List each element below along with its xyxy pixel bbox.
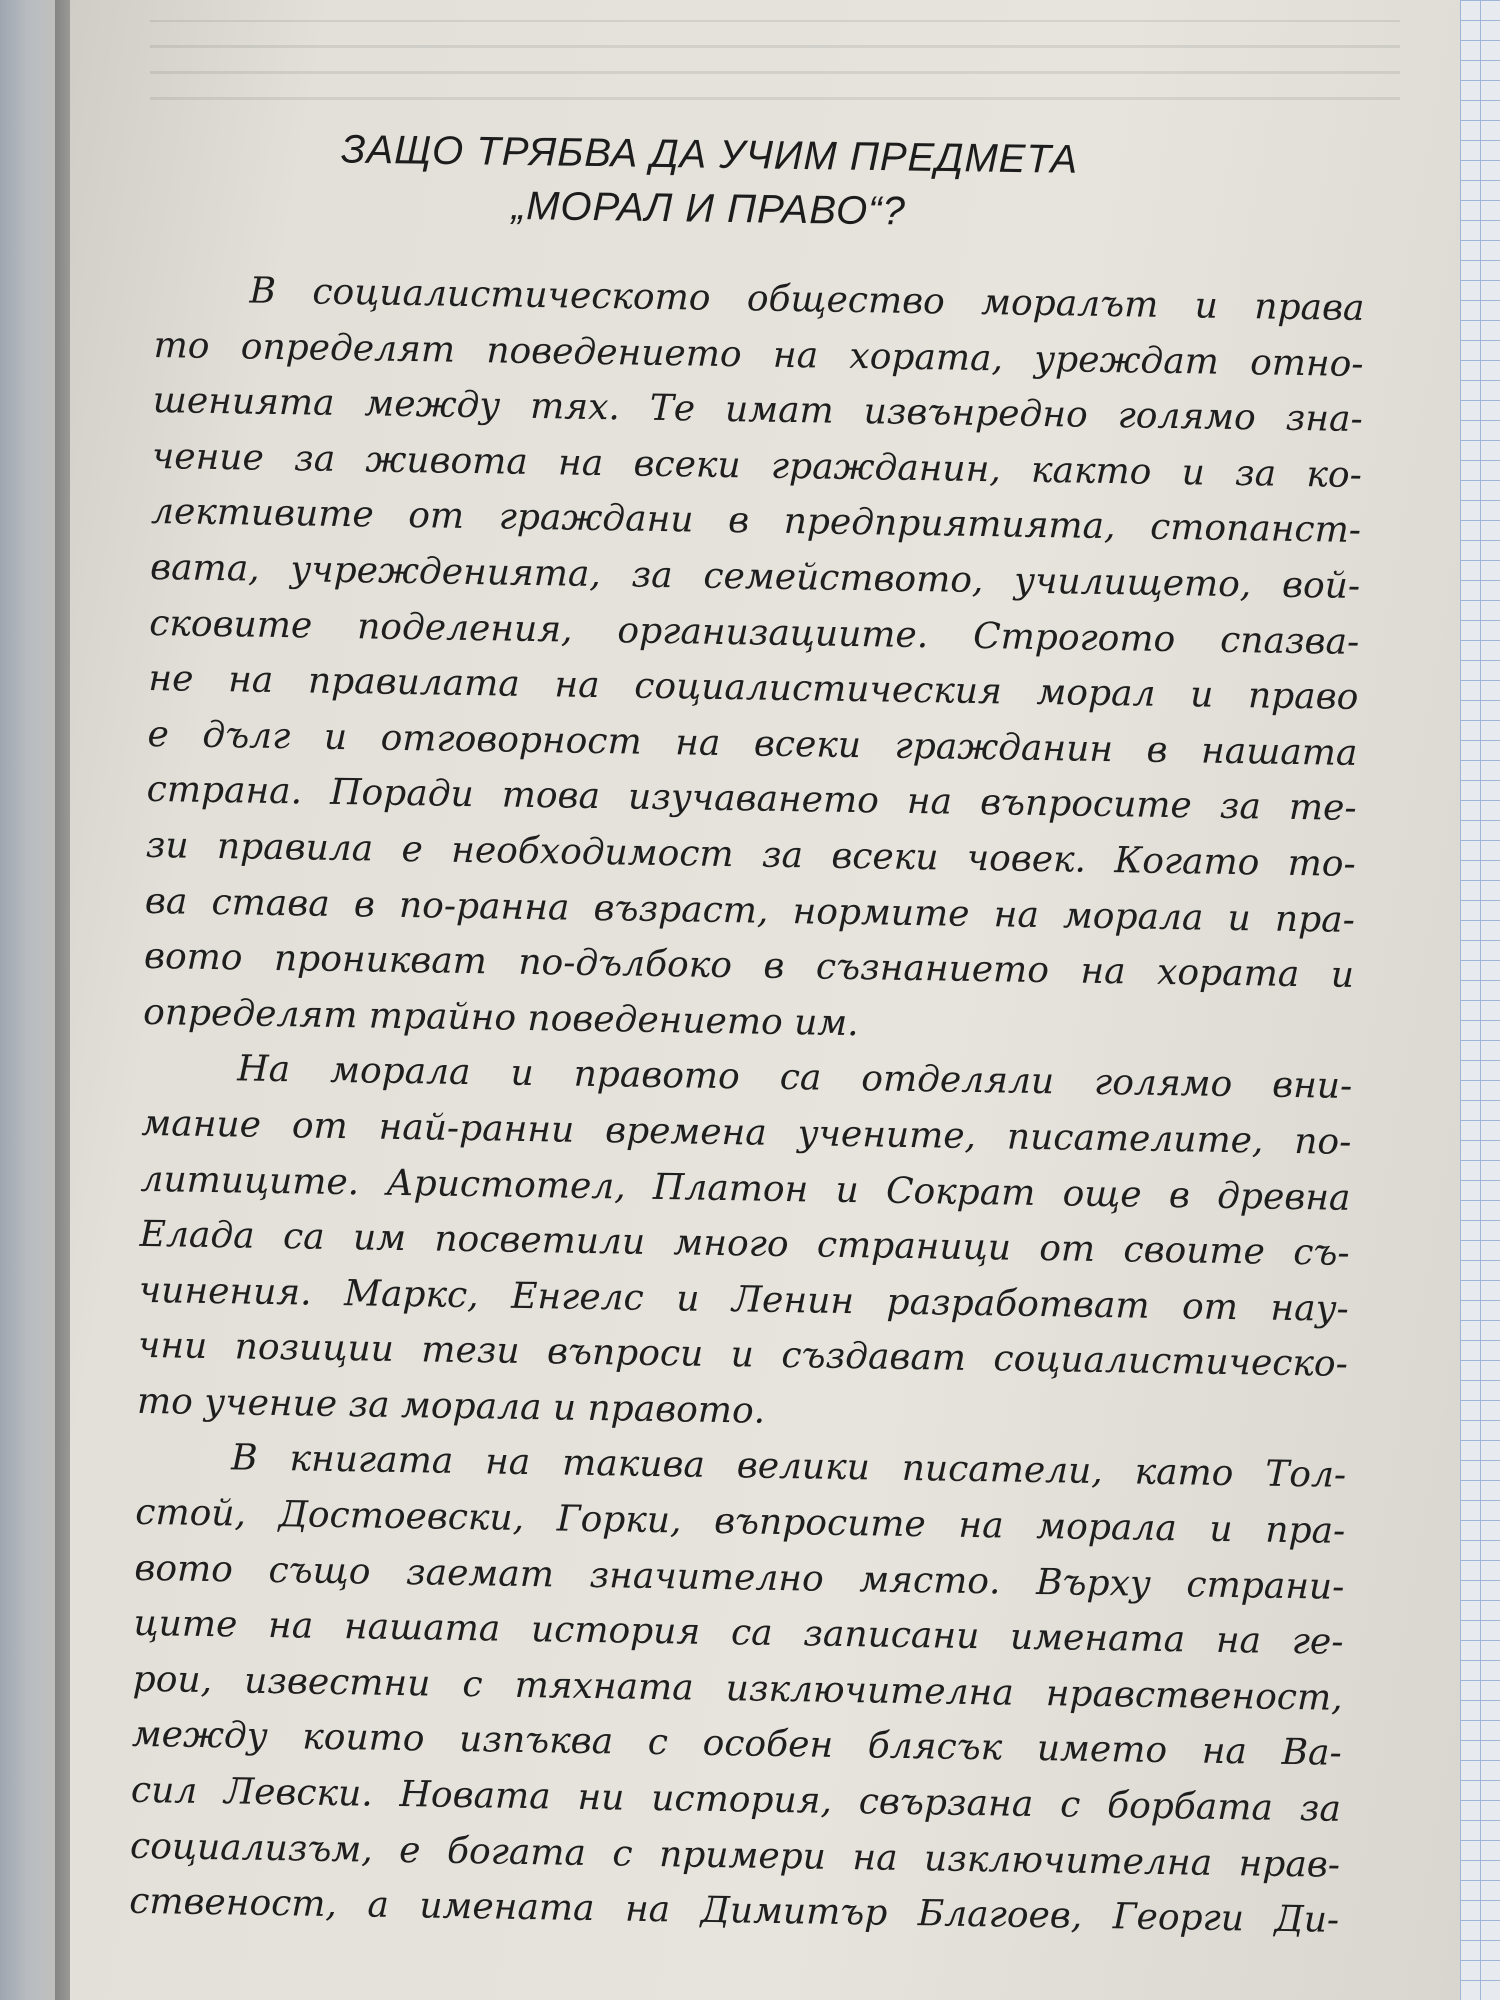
title-line-1: ЗАЩО ТРЯБВА ДА УЧИМ ПРЕДМЕТА (340, 127, 1079, 182)
paragraph-1-line-9: е дълг и отговорност на всеки гражданин в нашата (147, 713, 1358, 774)
paragraph-1-line-11: зи правила е необходимост за всеки човек. Когато то- (145, 824, 1357, 885)
paragraph-3-line-8: социализъм, е богата с примери на изключителна нрав- (129, 1825, 1341, 1886)
paragraph-1-line-8: не на правилата на социалистическия морал и право (148, 658, 1359, 719)
paragraph-3-line-5: рои, известни с тяхната изключителна нравственост, (132, 1658, 1343, 1719)
paragraph-2-line-1: На морала и правото са отделяли голямо вни- (237, 1048, 1353, 1108)
paragraph-3-line-6: между които изпъква с особен блясък името на Ва- (131, 1714, 1343, 1775)
paragraph-3-line-7: сил Левски. Новата ни история, свързана с борбата за (130, 1769, 1342, 1830)
paragraph-2-line-7: то учение за морала и правото. (136, 1380, 766, 1432)
grid-notebook-edge (1460, 0, 1500, 2000)
paragraph-3-line-2: стой, Достоевски, Горки, въпросите на морала и пра- (135, 1491, 1346, 1552)
paragraph-2-line-2: мание от най-ранни времена учените, писателите, по- (141, 1102, 1352, 1163)
title-line-2: „МОРАЛ И ПРАВО“? (511, 183, 907, 234)
paragraph-3-line-9: ственост, а имената на Димитър Благоев, Георги Ди- (128, 1881, 1340, 1942)
paragraph-1-line-14: определят трайно поведението им. (142, 991, 859, 1044)
paragraph-1-line-12: ва става в по-ранна възраст, нормите на морала и пра- (144, 880, 1356, 941)
paragraph-2-line-5: чинения. Маркс, Енгелс и Ленин разработват от нау- (138, 1269, 1350, 1330)
body-text (129, 262, 1365, 1949)
paragraph-3-line-3: вото също заемат значително място. Върху страни- (134, 1547, 1345, 1608)
paragraph-3-line-4: ците на нашата история са записани имената на ге- (133, 1603, 1344, 1664)
page-title (158, 120, 1259, 243)
paragraph-1-line-13: вото проникват по-дълбоко в съзнанието на хората и (143, 936, 1355, 997)
paragraph-2-line-4: Елада са им посветили много страници от своите съ- (139, 1213, 1350, 1274)
paragraph-2-line-6: чни позиции тези въпроси и създават социалистическо- (137, 1325, 1349, 1386)
paragraph-1-line-7: сковите поделения, организациите. Строгото спазва- (149, 602, 1360, 663)
paragraph-1-line-4: чение за живота на всеки гражданин, както и за ко- (151, 435, 1363, 496)
paragraph-1-line-5: лективите от граждани в предприятията, стопанст- (150, 491, 1362, 552)
paragraph-3-line-1: В книгата на такива велики писатели, като Тол- (230, 1437, 1347, 1497)
paragraph-1-line-10: страна. Поради това изучаването на въпросите за те- (146, 769, 1357, 830)
paragraph-1-line-3: шенията между тях. Те имат извънредно голямо зна- (152, 380, 1363, 441)
paragraph-1-line-1: В социалистическото общество моралът и права (249, 270, 1365, 329)
show-through-text (150, 20, 1400, 100)
paragraph-2-line-3: литиците. Аристотел, Платон и Сократ още в древна (140, 1158, 1351, 1219)
paragraph-1-line-2: то определят поведението на хората, уреждат отно- (153, 324, 1364, 385)
paragraph-1-line-6: вата, учрежденията, за семейството, училището, вой- (149, 546, 1361, 607)
